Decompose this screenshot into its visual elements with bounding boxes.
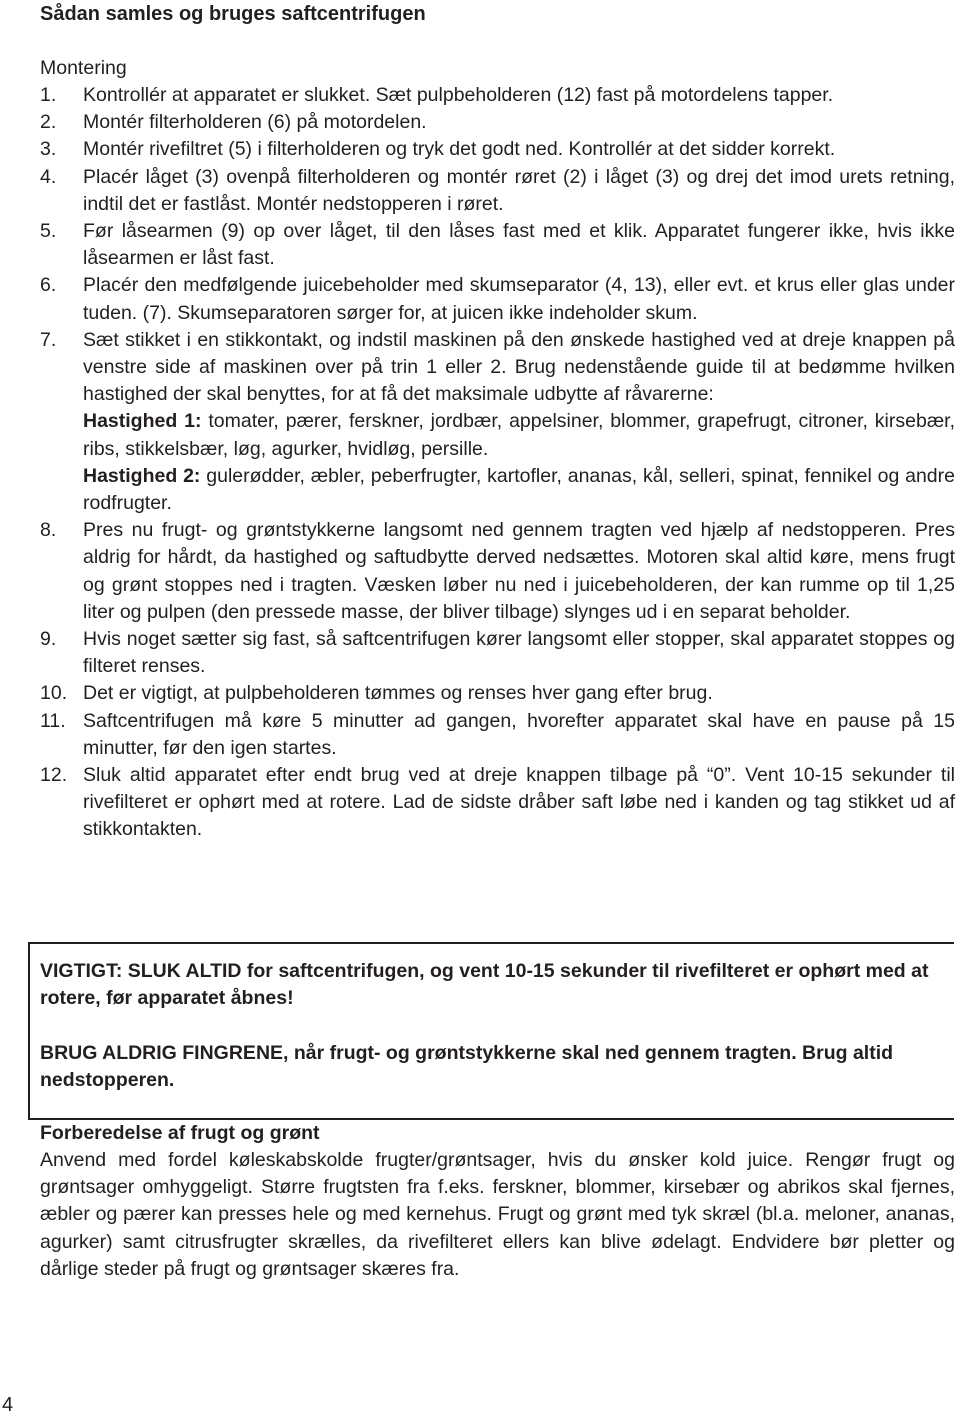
step-item: [40, 762, 955, 844]
step-item: [40, 109, 955, 136]
step-text: Placér låget (3) ovenpå filterholderen og montér røret (2) i låget (3) og drej det imod urets retning, indtil det er fastlåst. Montér nedstopperen i røret.: [83, 165, 955, 215]
preparation-title: Forberedelse af frugt og grønt: [40, 1122, 320, 1144]
step-text: Montér rivefiltret (5) i filterholderen og tryk det godt ned. Kontrollér at det sidder korrekt.: [83, 138, 836, 161]
speed-2-guide: [83, 463, 955, 517]
step-number: 12.: [40, 764, 68, 787]
step-number: 8.: [40, 519, 57, 542]
step-item: [40, 708, 955, 762]
step-text: Pres nu frugt- og grøntstykkerne langsomt ned gennem tragten ved hjælp af nedstopperen. Pres aldrig for hårdt, da hastighed og saftudbytte derved nedsættes. Motoren skal altid køre, mens frugt og grønt stoppes ned i tragten. Væsken løber nu ned i juicebeholderen, der kan rumme op til 1,25 liter og pulpen (den pressede masse, der bliver tilbage) slynges ud i en separat beholder.: [83, 519, 955, 623]
warning-no-fingers: BRUG ALDRIG FINGRENE, når frugt- og grøntstykkerne skal ned gennem tragten. Brug altid nedstopperen.: [40, 1042, 894, 1091]
step-item: [40, 327, 955, 517]
step-item: [40, 626, 955, 680]
step-text: Placér den medfølgende juicebeholder med skumseparator (4, 13), eller evt. et krus eller glas under tuden. (7). Skumseparatoren sørger for, at juicen ikke indeholder skum.: [83, 274, 955, 324]
preparation-text: Anvend med fordel køleskabskolde frugter/grøntsager, hvis du ønsker kold juice. Rengør frugt og grøntsager omhyggeligt. Større frugtsten fra f.eks. ferskner, blommer, kirsebær og abrikos skal fjernes, æbler og pærer kan presses hele og med kernehus. Frugt og grønt med tyk skræl (bl.a. meloner, ananas, agurker) samt citrusfrugter skrælles, da rivefilteret ellers kan blive ødelagt. Endvidere bør pletter og dårlige steder på frugt og grøntsager skæres fra.: [40, 1149, 955, 1280]
step-number: 6.: [40, 274, 57, 297]
step-number: 5.: [40, 220, 57, 243]
step-item: [40, 82, 955, 109]
step-text: Montér filterholderen (6) på motordelen.: [83, 111, 427, 134]
step-text: Saftcentrifugen må køre 5 minutter ad gangen, hvorefter apparatet skal have en pause på 15 minutter, før den igen startes.: [83, 709, 955, 759]
step-text: Før låsearmen (9) op over låget, til den låses fast med et klik. Apparatet fungerer ikke, hvis ikke låsearmen er låst fast.: [83, 220, 955, 270]
speed-1-text: tomater, pærer, ferskner, jordbær, appelsiner, blommer, grapefrugt, citroner, kirsebær, ribs, stikkelsbær, løg, agurker, hvidløg, persille.: [83, 410, 955, 460]
step-item: [40, 517, 955, 626]
step-text: Det er vigtigt, at pulpbeholderen tømmes og renses hver gang efter brug.: [83, 682, 713, 705]
step-item: [40, 272, 955, 326]
speed-2-label: Hastighed 2:: [83, 464, 201, 487]
speed-2-text: gulerødder, æbler, peberfrugter, kartofler, ananas, kål, selleri, spinat, fennikel og andre rodfrugter.: [83, 464, 955, 515]
step-number: 2.: [40, 111, 57, 134]
step-text: Hvis noget sætter sig fast, så saftcentrifugen kører langsomt eller stopper, skal apparatet stoppes og filteret renses.: [83, 628, 955, 678]
page-heading: Sådan samles og bruges saftcentrifugen: [40, 3, 426, 25]
step-text: Sæt stikket i en stikkontakt, og indstil maskinen på den ønskede hastighed ved at dreje knappen på venstre side af maskinen over på trin 1 eller 2. Brug nedenstående guide til at bedømme hvilken hastighed der skal benyttes, for at få det maksimale udbytte af råvarerne:: [83, 328, 955, 406]
step-number: 3.: [40, 138, 57, 161]
step-text: Sluk altid apparatet efter endt brug ved at dreje knappen tilbage på “0”. Vent 10-15 sekunder til rivefilteret er ophørt med at rotere. Lad de sidste dråber saft løbe ned i kanden og tag stikket ud af stikkontakten.: [83, 764, 955, 841]
step-item: [40, 136, 955, 163]
warning-switch-off: VIGTIGT: SLUK ALTID for saftcentrifugen, og vent 10-15 sekunder til rivefilteret er ophørt med at rotere, før apparatet åbnes!: [40, 960, 929, 1009]
step-number: 7.: [40, 328, 57, 351]
section-label-assembly: Montering: [40, 57, 127, 79]
step-item: [40, 680, 955, 707]
step-number: 4.: [40, 165, 57, 188]
step-item: [40, 218, 955, 272]
step-number: 11.: [40, 709, 66, 732]
step-number: 10.: [40, 682, 68, 705]
step-number: 9.: [40, 628, 57, 651]
assembly-steps-list: [40, 82, 955, 844]
safety-warning-box: [28, 942, 954, 1120]
speed-1-guide: [83, 408, 955, 462]
speed-1-label: Hastighed 1:: [83, 410, 202, 433]
page-number: 4: [2, 1394, 14, 1416]
step-number: 1.: [40, 84, 57, 106]
step-item: [40, 164, 955, 218]
step-text: Kontrollér at apparatet er slukket. Sæt pulpbeholderen (12) fast på motordelens tapper.: [83, 84, 834, 106]
